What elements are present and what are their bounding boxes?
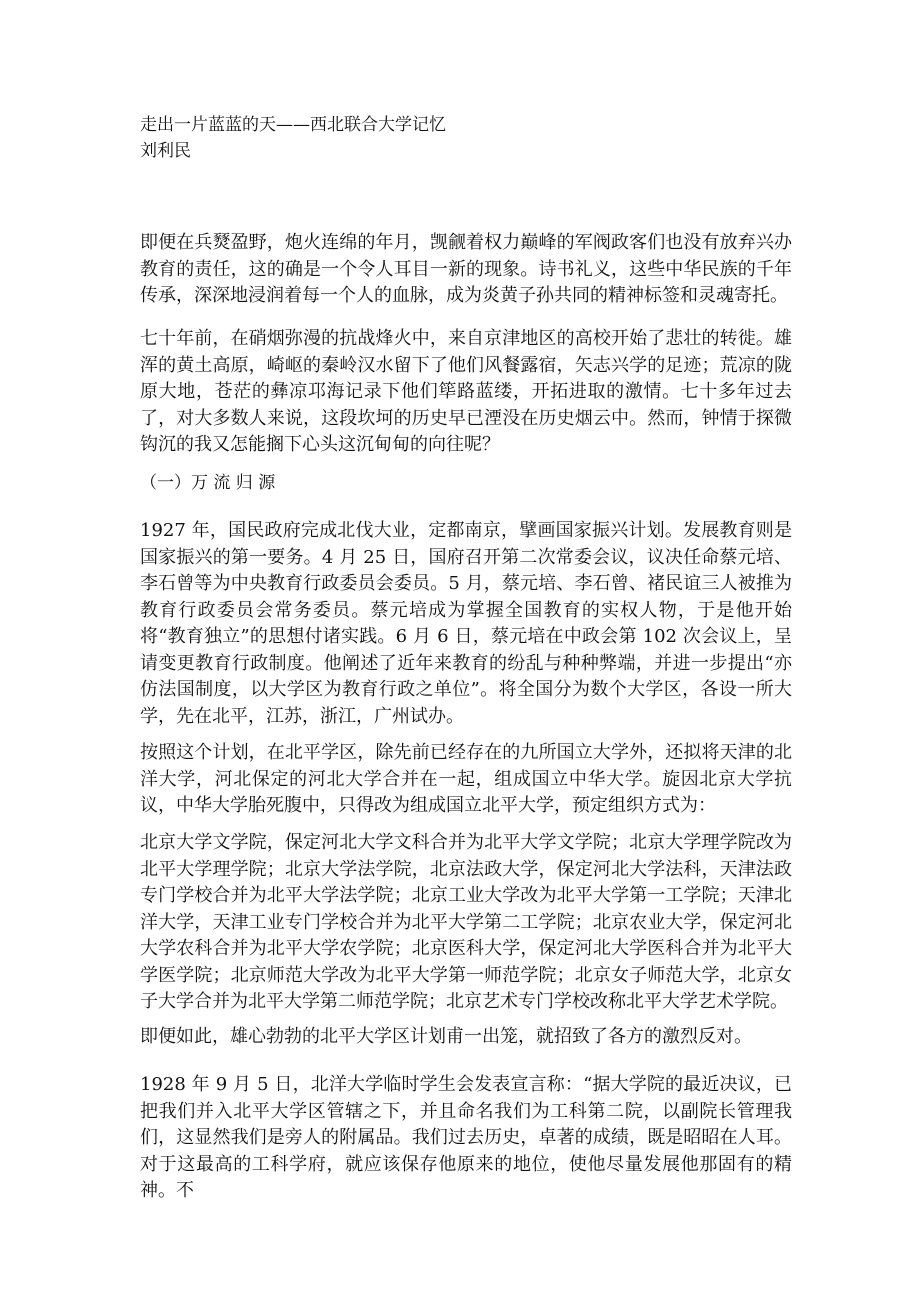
document-title: 走出一片蓝蓝的天——西北联合大学记忆 bbox=[140, 115, 446, 135]
paragraph-2: 七十年前，在硝烟弥漫的抗战烽火中，来自京津地区的高校开始了悲壮的转徙。雄浑的黄土高原，崎岖的秦岭汉水留下了他们风餐露宿，矢志兴学的足迹；荒凉的陇原大地，苍茫的彝凉邛海记录下他们筚路蓝缕，开拓进取的激情。七十多年过去了，对大多数人来说，这段坎坷的历史早已湮没在历史烟云中。然而，钟情于探微钩沉的我又怎能搁下心头这沉甸甸的向往呢？ bbox=[140, 328, 792, 455]
section-heading: （一）万 流 归 源 bbox=[140, 473, 276, 493]
paragraph-3: 1927 年，国民政府完成北伐大业，定都南京，擘画国家振兴计划。发展教育则是国家振兴的第一要务。4 月 25 日，国府召开第二次常委会议，议决任命蔡元培、李石曾等为中央教育行政委员会委员。5 月，蔡元培、李石曾、褚民谊三人被推为教育行政委员会常务委员。蔡元培成为掌握全国教育的实权人物，于是他开始将“教育独立”的思想付诸实践。6 月 6 日，蔡元培在中政会第 102 次会议上，呈请变更教育行政制度。他阐述了近年来教育的纷乱与种种弊端，并进一步提出“亦仿法国制度，以大学区为教育行政之单位”。将全国分为数个大学区，各设一所大学，先在北平，江苏，浙江，广州试办。 bbox=[140, 520, 792, 727]
paragraph-7: 1928 年 9 月 5 日，北洋大学临时学生会发表宣言称：“据大学院的最近决议，已把我们并入北平大学区管辖之下，并且命名我们为工科第二院，以副院长管理我们，这显然我们是旁人的附属品。我们过去历史，卓著的成绩，既是昭昭在人耳。对于这最高的工科学府，就应该保存他原来的地位，使他尽量发展他那固有的精神。不 bbox=[140, 1074, 792, 1201]
paragraph-4: 按照这个计划，在北平学区，除先前已经存在的九所国立大学外，还拟将天津的北洋大学，河北保定的河北大学合并在一起，组成国立中华大学。旋因北京大学抗议，中华大学胎死腹中，只得改为组成国立北平大学，预定组织方式为： bbox=[140, 742, 792, 816]
paragraph-1: 即便在兵燹盈野，炮火连绵的年月，觊觎着权力巅峰的军阀政客们也没有放弃兴办教育的责任，这的确是一个令人耳目一新的现象。诗书礼义，这些中华民族的千年传承，深深地浸润着每一个人的血脉，成为炎黄子孙共同的精神标签和灵魂寄托。 bbox=[140, 232, 792, 306]
document-author: 刘利民 bbox=[140, 141, 191, 161]
paragraph-5: 北京大学文学院，保定河北大学文科合并为北平大学文学院；北京大学理学院改为北平大学理学院；北京大学法学院，北京法政大学，保定河北大学法科，天津法政专门学校合并为北平大学法学院；北京工业大学改为北平大学第一工学院；天津北洋大学，天津工业专门学校合并为北平大学第二工学院；北京农业大学，保定河北大学农科合并为北平大学农学院；北京医科大学，保定河北大学医科合并为北平大学医学院；北京师范大学改为北平大学第一师范学院；北京女子师范大学，北京女子大学合并为北平大学第二师范学院；北京艺术专门学校改称北平大学艺术学院。 bbox=[140, 832, 792, 1012]
title-block bbox=[140, 112, 446, 164]
paragraph-6: 即便如此，雄心勃勃的北平大学区计划甫一出笼，就招致了各方的激烈反对。 bbox=[140, 1026, 752, 1047]
